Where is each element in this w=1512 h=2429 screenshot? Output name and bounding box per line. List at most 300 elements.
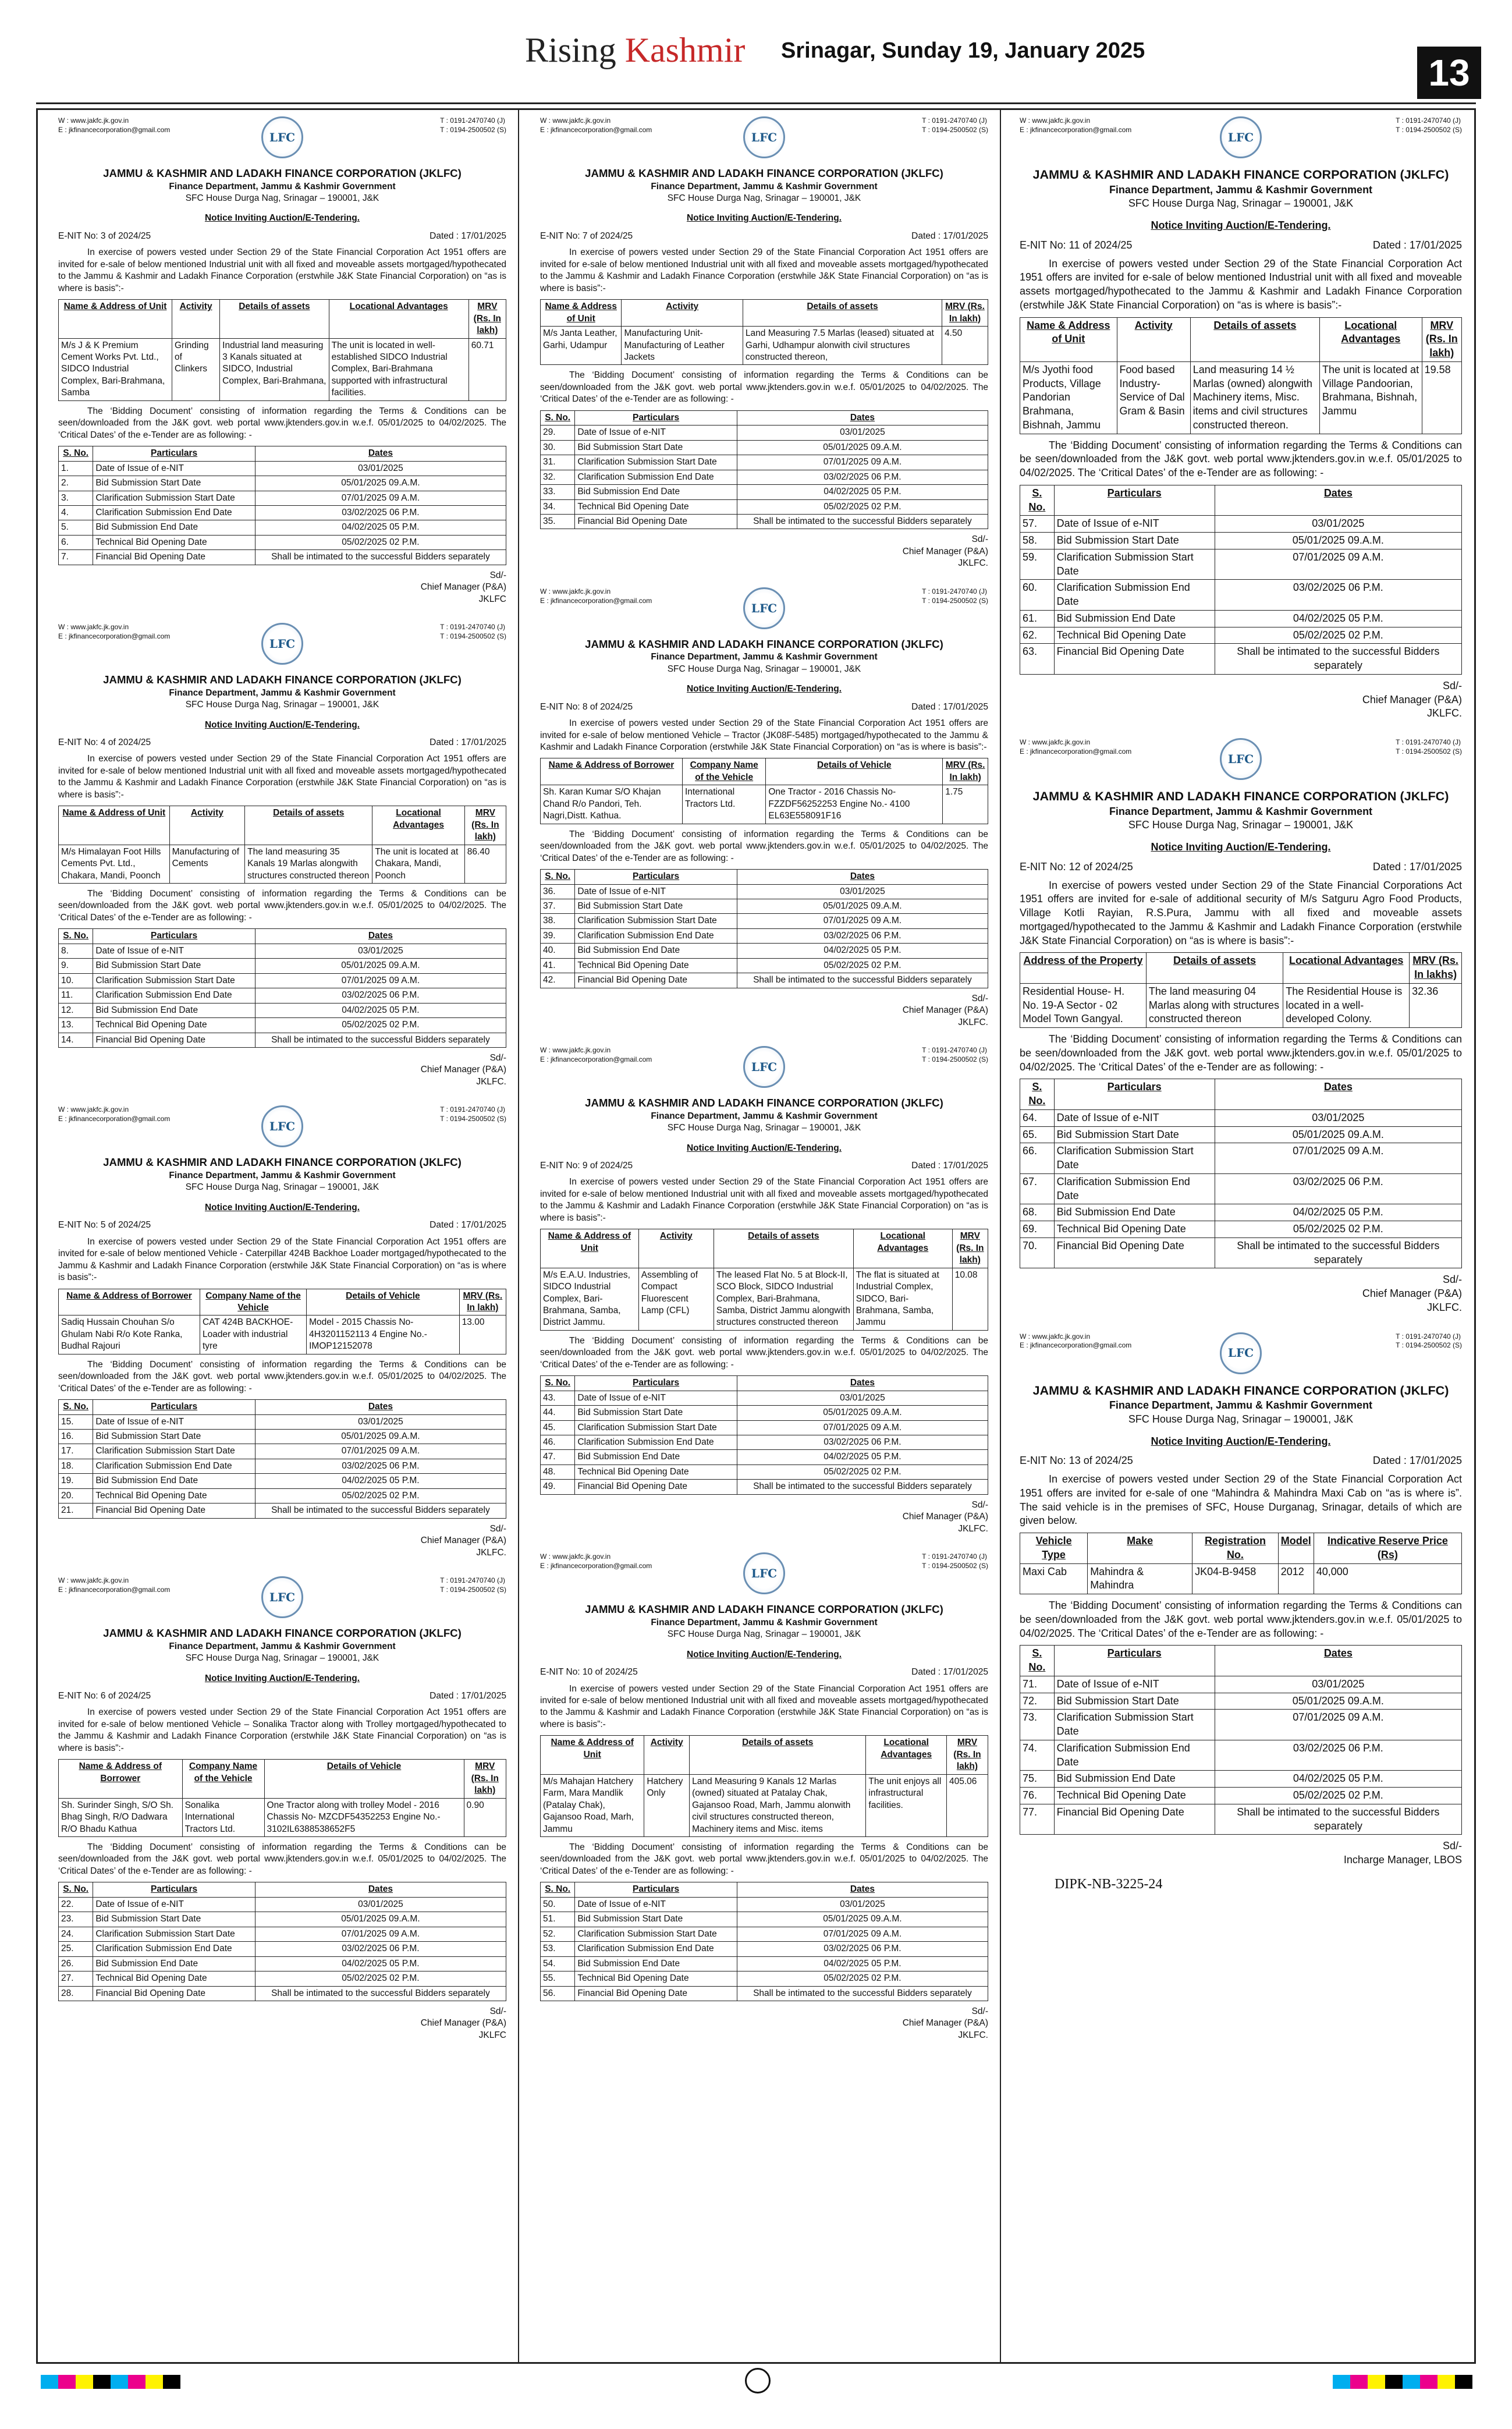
- dates-value: Shall be intimated to the successful Bidders separately: [255, 1504, 506, 1518]
- notice-block: [58, 1576, 506, 2041]
- dates-particular: Clarification Submission End Date: [1054, 580, 1215, 611]
- signature-title: Chief Manager (P&A): [420, 1065, 506, 1075]
- dates-sno: 77.: [1020, 1804, 1055, 1835]
- bidding-text: The ‘Bidding Document’ consisting of information regarding the Terms & Conditions can be seen/downloaded from the J&K govt. web portal www.jktenders.gov.in w.e.f. 05/01/2025 to 04/02/2025. The ‘Critical Dates’ of the e-Tender are as following: -: [58, 406, 506, 440]
- nit-dated: Dated : 17/01/2025: [430, 737, 506, 748]
- assets-row: [1020, 1563, 1462, 1594]
- dates-row: [1020, 1143, 1462, 1174]
- dates-header-row: [59, 929, 506, 944]
- jklfc-logo-icon: LFC: [1220, 738, 1262, 780]
- dates-row: [541, 1956, 988, 1971]
- contact-web-email: [1020, 1332, 1131, 1351]
- jklfc-logo-icon: LFC: [261, 1105, 303, 1147]
- dates-particular: Clarification Submission End Date: [93, 1942, 255, 1956]
- notice-block: [1020, 1332, 1462, 1894]
- dates-particular: Clarification Submission End Date: [575, 470, 737, 484]
- dates-value: Shall be intimated to the successful Bidders separately: [255, 1033, 506, 1047]
- dates-row: [59, 535, 506, 549]
- dates-value: 05/01/2025 09.A.M.: [1215, 533, 1461, 549]
- column-left: [58, 116, 506, 2059]
- signature-sd: Sd/-: [971, 1499, 988, 1510]
- dept-name: Finance Department, Jammu & Kashmir Government: [651, 181, 878, 192]
- contact-web-email: [540, 116, 652, 135]
- phone-srinagar: T : 0194-2500502 (S): [440, 632, 506, 640]
- dates-particular: Bid Submission End Date: [93, 1956, 255, 1971]
- dates-particular: Bid Submission End Date: [93, 1474, 255, 1488]
- dates-row: [541, 455, 988, 470]
- dates-particular: Date of Issue of e-NIT: [93, 461, 255, 476]
- website: W : www.jakfc.jk.gov.in: [58, 623, 129, 632]
- dates-particular: Date of Issue of e-NIT: [575, 884, 737, 899]
- dates-particular: Bid Submission Start Date: [1054, 1693, 1215, 1710]
- notice-block: [58, 116, 506, 605]
- dates-particular: Clarification Submission Start Date: [1054, 1710, 1215, 1740]
- org-name: JAMMU & KASHMIR AND LADAKH FINANCE CORPORATION (JKLFC): [1032, 789, 1449, 803]
- dates-sno: 37.: [541, 899, 575, 914]
- dates-particular: Clarification Submission End Date: [1054, 1173, 1215, 1204]
- assets-header-cell: Vehicle Type: [1020, 1533, 1088, 1564]
- assets-header-cell: Details of Vehicle: [307, 1289, 460, 1315]
- dates-sno: 24.: [59, 1927, 93, 1941]
- contact-web-email: [58, 623, 170, 641]
- dates-sno: 19.: [59, 1474, 93, 1488]
- notice-block: [540, 1552, 988, 2041]
- nit-dated: Dated : 17/01/2025: [911, 1667, 988, 1678]
- contact-web-email: [58, 1576, 170, 1595]
- org-name: JAMMU & KASHMIR AND LADAKH FINANCE CORPORATION (JKLFC): [1032, 167, 1449, 182]
- notice-title: Notice Inviting Auction/E-Tendering.: [1151, 219, 1331, 231]
- dates-value: 03/01/2025: [737, 884, 988, 899]
- dates-particular: Date of Issue of e-NIT: [575, 1391, 737, 1405]
- assets-header-cell: Details of assets: [714, 1229, 853, 1268]
- dates-value: Shall be intimated to the successful Bidders separately: [737, 1986, 988, 2001]
- dates-value: 05/02/2025 02 P.M.: [737, 958, 988, 973]
- nit-line: [540, 1666, 988, 1678]
- org-address: SFC House Durga Nag, Srinagar – 190001, J&K: [667, 193, 861, 203]
- column-right: [1020, 116, 1462, 1911]
- assets-table: [1020, 317, 1462, 434]
- dates-value: 03/01/2025: [255, 944, 506, 958]
- dates-value: 03/02/2025 06 P.M.: [1215, 1740, 1461, 1771]
- assets-header-cell: Name & Address of Borrower: [59, 1289, 200, 1315]
- dates-header-cell: Dates: [1215, 1646, 1461, 1676]
- dates-sno: 62.: [1020, 627, 1055, 644]
- dept-name: Finance Department, Jammu & Kashmir Government: [169, 1170, 396, 1180]
- website: W : www.jakfc.jk.gov.in: [58, 1576, 129, 1585]
- dates-sno: 38.: [541, 914, 575, 928]
- contact-web-email: [540, 1552, 652, 1571]
- email: E : jkfinancecorporation@gmail.com: [540, 125, 652, 134]
- signature-title: Chief Manager (P&A): [902, 1005, 988, 1016]
- nit-line: [58, 1690, 506, 1702]
- nit-line: [58, 737, 506, 749]
- phone-srinagar: T : 0194-2500502 (S): [922, 1562, 988, 1570]
- assets-cell: One Tractor along with trolley Model - 2016 Chassis No- MZCDF54352253 Engine No.- 3102IL6388538652F5: [264, 1798, 464, 1836]
- dates-value: Shall be intimated to the successful Bidders separately: [737, 1480, 988, 1494]
- dates-row: [59, 1927, 506, 1941]
- notice-block: [540, 587, 988, 1029]
- assets-header-cell: Details of Vehicle: [264, 1760, 464, 1798]
- signature-org: JKLFC.: [958, 1017, 988, 1027]
- org-name: JAMMU & KASHMIR AND LADAKH FINANCE CORPORATION (JKLFC): [585, 637, 943, 650]
- assets-row: [541, 785, 988, 824]
- jklfc-logo-icon: LFC: [261, 1576, 303, 1618]
- dates-particular: Clarification Submission End Date: [1054, 1740, 1215, 1771]
- nit-number: E-NIT No: 3 of 2024/25: [58, 231, 151, 241]
- dates-header-cell: S. No.: [1020, 1079, 1055, 1110]
- phone-srinagar: T : 0194-2500502 (S): [922, 125, 988, 134]
- signature-org: JKLFC.: [476, 1547, 506, 1558]
- dates-particular: Clarification Submission End Date: [93, 1459, 255, 1473]
- signature-sd: Sd/-: [489, 2006, 506, 2016]
- email: E : jkfinancecorporation@gmail.com: [58, 125, 171, 134]
- dates-sno: 32.: [541, 470, 575, 484]
- dates-value: Shall be intimated to the successful Bidders separately: [737, 514, 988, 529]
- dates-row: [541, 914, 988, 928]
- dates-value: 04/02/2025 05 P.M.: [1215, 1771, 1461, 1788]
- color-registration-bar: [1333, 2375, 1472, 2389]
- nit-number: E-NIT No: 8 of 2024/25: [540, 701, 633, 712]
- signature-org: JKLFC.: [476, 1076, 506, 1087]
- dates-particular: Technical Bid Opening Date: [93, 1971, 255, 1986]
- dates-header-cell: Dates: [737, 1882, 988, 1897]
- dates-row: [59, 973, 506, 988]
- dates-row: [59, 1474, 506, 1488]
- jklfc-logo-icon: LFC: [261, 116, 303, 158]
- dates-row: [59, 988, 506, 1003]
- dates-value: 04/02/2025 05 P.M.: [1215, 1204, 1461, 1221]
- website: W : www.jakfc.jk.gov.in: [540, 1552, 611, 1561]
- email: E : jkfinancecorporation@gmail.com: [58, 632, 171, 640]
- dates-value: 05/01/2025 09.A.M.: [1215, 1693, 1461, 1710]
- dates-sno: 15.: [59, 1414, 93, 1429]
- signature-org: JKLFC.: [958, 1523, 988, 1534]
- assets-header-cell: Locational Advantages: [329, 300, 468, 338]
- dates-sno: 35.: [541, 514, 575, 529]
- critical-dates-table: [58, 1399, 506, 1519]
- nit-number: E-NIT No: 9 of 2024/25: [540, 1160, 633, 1171]
- signature-title: Chief Manager (P&A): [902, 1512, 988, 1522]
- assets-header-row: [541, 300, 988, 327]
- signature-title: Chief Manager (P&A): [420, 2018, 506, 2029]
- dates-sno: 16.: [59, 1430, 93, 1444]
- dates-particular: Clarification Submission Start Date: [575, 1420, 737, 1435]
- dates-row: [541, 1986, 988, 2001]
- phone-jammu: T : 0191-2470740 (J): [922, 116, 987, 125]
- dates-value: 05/02/2025 02 P.M.: [255, 1018, 506, 1033]
- signature-sd: Sd/-: [489, 1052, 506, 1063]
- dates-sno: 21.: [59, 1504, 93, 1518]
- intro-text: In exercise of powers vested under Section 29 of the State Financial Corporation Act 1951 offers are invited for e-sale of below mentioned Vehicle - Caterpillar 424B Backhoe Loader mortgaged/hypothecated to the Jammu & Kashmir and Ladakh Finance Corporation (erstwhile J&K State Financial Corporation) on “as is where is basis”:-: [58, 1236, 506, 1283]
- assets-cell: 86.40: [464, 845, 506, 883]
- phone-srinagar: T : 0194-2500502 (S): [922, 596, 988, 605]
- dates-particular: Date of Issue of e-NIT: [1054, 1676, 1215, 1693]
- contact-web-email: [1020, 738, 1131, 757]
- dates-sno: 74.: [1020, 1740, 1055, 1771]
- assets-row: [1020, 983, 1462, 1027]
- notice-block: [540, 116, 988, 570]
- dates-sno: 27.: [59, 1971, 93, 1986]
- assets-cell: JK04-B-9458: [1192, 1563, 1279, 1594]
- notice-title: Notice Inviting Auction/E-Tendering.: [204, 213, 360, 224]
- dates-sno: 31.: [541, 455, 575, 470]
- nit-number: E-NIT No: 4 of 2024/25: [58, 737, 151, 748]
- assets-row: [59, 1798, 506, 1836]
- signature-org: JKLFC.: [958, 558, 988, 569]
- dates-row: [541, 514, 988, 529]
- org-address: SFC House Durga Nag, Srinagar – 190001, J&K: [185, 193, 379, 203]
- assets-cell: The unit enjoys all infrastructural facilities.: [866, 1774, 947, 1836]
- dates-header-row: [59, 1400, 506, 1414]
- assets-header-cell: Activity: [1117, 317, 1190, 361]
- dept-name: Finance Department, Jammu & Kashmir Government: [651, 1111, 878, 1121]
- dates-row: [1020, 580, 1462, 611]
- dates-sno: 30.: [541, 440, 575, 455]
- dates-value: 04/02/2025 05 P.M.: [737, 485, 988, 499]
- dates-sno: 60.: [1020, 580, 1055, 611]
- assets-row: [59, 338, 506, 400]
- dates-particular: Bid Submission Start Date: [93, 959, 255, 973]
- signature-title: Chief Manager (P&A): [902, 2018, 988, 2029]
- dates-row: [1020, 1204, 1462, 1221]
- dates-row: [1020, 1173, 1462, 1204]
- assets-cell: The leased Flat No. 5 at Block-II, SCO Block, SIDCO Industrial Complex, Bari-Brahmana, Samba, District Jammu alongwith structures constructed thereon: [714, 1268, 853, 1330]
- dates-value: 03/02/2025 06 P.M.: [737, 928, 988, 943]
- dates-value: 03/02/2025 06 P.M.: [1215, 580, 1461, 611]
- contact-phones: [1396, 116, 1462, 135]
- dates-value: 03/01/2025: [1215, 516, 1461, 533]
- signature-block: [1020, 679, 1462, 721]
- assets-header-cell: Name & Address of Unit: [541, 1736, 644, 1774]
- org-name: JAMMU & KASHMIR AND LADAKH FINANCE CORPORATION (JKLFC): [103, 167, 462, 179]
- dates-header-cell: Dates: [737, 1376, 988, 1391]
- dates-particular: Bid Submission Start Date: [93, 1912, 255, 1927]
- phone-jammu: T : 0191-2470740 (J): [1396, 738, 1461, 746]
- dates-row: [59, 1444, 506, 1459]
- assets-header-cell: Model: [1278, 1533, 1314, 1564]
- dates-value: 05/02/2025 02 P.M.: [1215, 1221, 1461, 1238]
- dates-particular: Technical Bid Opening Date: [575, 1465, 737, 1479]
- dates-row: [541, 899, 988, 914]
- dates-sno: 68.: [1020, 1204, 1055, 1221]
- signature-org: JKLFC.: [1426, 1301, 1462, 1313]
- contact-phones: [922, 1552, 988, 1571]
- dates-row: [1020, 1788, 1462, 1804]
- signature-sd: Sd/-: [489, 1523, 506, 1534]
- assets-cell: Maxi Cab: [1020, 1563, 1088, 1594]
- dates-sno: 47.: [541, 1450, 575, 1465]
- dates-sno: 53.: [541, 1942, 575, 1956]
- dates-particular: Technical Bid Opening Date: [1054, 1788, 1215, 1804]
- dates-header-row: [541, 410, 988, 425]
- org-address: SFC House Durga Nag, Srinagar – 190001, J&K: [667, 1123, 861, 1133]
- dates-particular: Bid Submission End Date: [575, 1956, 737, 1971]
- jklfc-logo-icon: LFC: [743, 587, 785, 629]
- assets-header-cell: Details of assets: [743, 300, 942, 327]
- dates-sno: 43.: [541, 1391, 575, 1405]
- dates-header-row: [1020, 485, 1462, 516]
- assets-row: [541, 327, 988, 365]
- website: W : www.jakfc.jk.gov.in: [58, 116, 129, 125]
- notice-title: Notice Inviting Auction/E-Tendering.: [686, 213, 842, 224]
- assets-header-cell: Details of assets: [220, 300, 329, 338]
- dates-value: Shall be intimated to the successful Bidders separately: [1215, 644, 1461, 675]
- assets-table: [1020, 952, 1462, 1028]
- dates-row: [541, 1897, 988, 1912]
- contact-phones: [1396, 1332, 1462, 1351]
- dates-sno: 61.: [1020, 610, 1055, 627]
- dates-row: [1020, 533, 1462, 549]
- dates-sno: 3.: [59, 491, 93, 505]
- intro-text: In exercise of powers vested under Section 29 of the State Financial Corporation Act 1951 offers are invited for e-sale of below mentioned Industrial unit with all fixed and moveable assets mortgaged/hypothecated to the Jammu & Kashmir and Ladakh Finance Corporation (erstwhile J&K State Financial Corporation) on “as is where is basis”:-: [540, 247, 988, 293]
- dates-header-cell: Particulars: [1054, 1079, 1215, 1110]
- assets-cell: 405.06: [946, 1774, 988, 1836]
- dates-value: 03/01/2025: [1215, 1676, 1461, 1693]
- intro-text: In exercise of powers vested under Section 29 of the State Financial Corporation Act 1951 offers are invited for e-sale of below mentioned Industrial unit with all fixed and moveable assets mortgaged/hypothecated to the Jammu & Kashmir and Ladakh Finance Corporation (erstwhile J&K State Financial Corporation) on “as is where is basis”:-: [1020, 257, 1462, 311]
- dept-name: Finance Department, Jammu & Kashmir Government: [651, 652, 878, 662]
- dates-value: 03/02/2025 06 P.M.: [737, 1942, 988, 1956]
- dates-row: [1020, 1740, 1462, 1771]
- dates-row: [1020, 1126, 1462, 1143]
- dept-name: Finance Department, Jammu & Kashmir Government: [169, 687, 396, 698]
- dates-row: [59, 1956, 506, 1971]
- dates-row: [1020, 1710, 1462, 1740]
- jklfc-logo-icon: LFC: [1220, 1332, 1262, 1374]
- nit-line: [540, 231, 988, 242]
- dates-sno: 5.: [59, 520, 93, 535]
- email: E : jkfinancecorporation@gmail.com: [1020, 1341, 1132, 1350]
- phone-jammu: T : 0191-2470740 (J): [440, 1576, 505, 1585]
- notice-title: Notice Inviting Auction/E-Tendering.: [204, 1673, 360, 1683]
- assets-header-cell: Name & Address of Unit: [59, 300, 172, 338]
- dates-sno: 33.: [541, 485, 575, 499]
- dates-value: Shall be intimated to the successful Bidders separately: [255, 1986, 506, 2001]
- dates-header-cell: Dates: [255, 1882, 506, 1897]
- dept-name: Finance Department, Jammu & Kashmir Government: [169, 181, 396, 192]
- notice-title: Notice Inviting Auction/E-Tendering.: [204, 719, 360, 730]
- dates-particular: Technical Bid Opening Date: [575, 1971, 737, 1986]
- dates-sno: 23.: [59, 1912, 93, 1927]
- dates-value: 05/02/2025 02 P.M.: [255, 1488, 506, 1503]
- intro-text: In exercise of powers vested under Section 29 of the State Financial Corporation Act 1951 offers are invited for e-sale of below mentioned Industrial unit with all fixed and moveable assets mortgaged/hypothecated to the Jammu & Kashmir and Ladakh Finance Corporation (erstwhile J&K State Financial Corporation) on “as is where is basis”:-: [58, 247, 506, 293]
- email: E : jkfinancecorporation@gmail.com: [58, 1585, 171, 1594]
- nit-number: E-NIT No: 10 of 2024/25: [540, 1667, 638, 1678]
- assets-header-cell: Locational Advantages: [866, 1736, 947, 1774]
- dates-sno: 39.: [541, 928, 575, 943]
- org-name: JAMMU & KASHMIR AND LADAKH FINANCE CORPORATION (JKLFC): [585, 167, 943, 179]
- dates-sno: 73.: [1020, 1710, 1055, 1740]
- notice-contact: [58, 1105, 506, 1152]
- signature-block: [1020, 1839, 1462, 1867]
- nit-dated: Dated : 17/01/2025: [911, 231, 988, 241]
- jklfc-logo-icon: LFC: [743, 116, 785, 158]
- intro-text: In exercise of powers vested under Section 29 of the State Financial Corporation Act 1951 offers are invited for e-sale of below mentioned Vehicle – Tractor (JK08F-5485) mortgaged/hypothecated to the Jammu & Kashmir and Ladakh Finance Corporation (erstwhile J&K State Financial Corporation) on “as is where is basis”:-: [540, 718, 988, 753]
- notice-title: Notice Inviting Auction/E-Tendering.: [204, 1202, 360, 1212]
- contact-web-email: [1020, 116, 1131, 135]
- org-name: JAMMU & KASHMIR AND LADAKH FINANCE CORPORATION (JKLFC): [585, 1097, 943, 1109]
- assets-header-cell: Locational Advantages: [1319, 317, 1422, 361]
- notice-contact: [58, 623, 506, 669]
- assets-header-row: [541, 1229, 988, 1268]
- assets-header-cell: MRV (Rs. In lakh): [468, 300, 506, 338]
- dates-particular: Bid Submission End Date: [93, 1003, 255, 1017]
- bidding-text: The ‘Bidding Document’ consisting of information regarding the Terms & Conditions can be seen/downloaded from the J&K govt. web portal www.jktenders.gov.in w.e.f. 05/01/2025 to 04/02/2025. The ‘Critical Dates’ of the e-Tender are as following: -: [58, 1842, 506, 1876]
- dates-value: 05/01/2025 09.A.M.: [737, 1406, 988, 1420]
- dates-row: [541, 1450, 988, 1465]
- assets-header-row: [59, 1289, 506, 1315]
- signature-sd: Sd/-: [971, 534, 988, 545]
- dates-row: [541, 1435, 988, 1450]
- signature-title: Chief Manager (P&A): [420, 582, 506, 593]
- dates-value: Shall be intimated to the successful Bidders separately: [255, 550, 506, 565]
- dates-particular: Date of Issue of e-NIT: [93, 944, 255, 958]
- assets-row: [59, 1315, 506, 1354]
- dates-row: [59, 1003, 506, 1017]
- assets-cell: Land Measuring 9 Kanals 12 Marlas (owned) situated at Patalay Chak, Gajansoo Road, Marh, Jammu alonwith civil structures constructed thereon, Machinery items and Misc. items: [690, 1774, 866, 1836]
- dates-sno: 50.: [541, 1897, 575, 1912]
- dates-header-cell: S. No.: [59, 1882, 93, 1897]
- assets-cell: 32.36: [1410, 983, 1462, 1027]
- nit-dated: Dated : 17/01/2025: [911, 1160, 988, 1171]
- assets-cell: The land measuring 35 Kanals 19 Marlas alongwith structures constructed thereon: [245, 845, 372, 883]
- assets-cell: M/s Mahajan Hatchery Farm, Mara Mandlik (Patalay Chak), Gajansoo Road, Marh, Jammu: [541, 1774, 644, 1836]
- assets-cell: Sonalika International Tractors Ltd.: [182, 1798, 264, 1836]
- phone-srinagar: T : 0194-2500502 (S): [922, 1055, 988, 1063]
- nit-dated: Dated : 17/01/2025: [911, 701, 988, 712]
- dates-header-cell: Dates: [737, 870, 988, 884]
- assets-row: [541, 1268, 988, 1330]
- dates-value: 05/02/2025 02 P.M.: [255, 535, 506, 549]
- notice-title: Notice Inviting Auction/E-Tendering.: [1151, 1435, 1331, 1447]
- assets-header-cell: Locational Advantages: [853, 1229, 952, 1268]
- phone-srinagar: T : 0194-2500502 (S): [440, 1115, 506, 1123]
- dates-row: [1020, 1221, 1462, 1238]
- dates-header-cell: Dates: [255, 446, 506, 461]
- signature-org: JKLFC.: [1426, 707, 1462, 719]
- dates-row: [59, 1897, 506, 1912]
- dates-sno: 58.: [1020, 533, 1055, 549]
- dates-sno: 9.: [59, 959, 93, 973]
- dates-sno: 6.: [59, 535, 93, 549]
- assets-header-cell: Details of Vehicle: [766, 758, 943, 785]
- dates-value: 05/01/2025 09.A.M.: [255, 476, 506, 491]
- assets-header-cell: MRV (Rs. In lakh): [952, 1229, 988, 1268]
- dates-particular: Technical Bid Opening Date: [575, 958, 737, 973]
- dates-value: 07/01/2025 09 A.M.: [1215, 1143, 1461, 1174]
- phone-jammu: T : 0191-2470740 (J): [440, 1105, 505, 1114]
- dates-value: 07/01/2025 09 A.M.: [255, 1927, 506, 1941]
- critical-dates-table: [1020, 1079, 1462, 1268]
- dates-value: 07/01/2025 09 A.M.: [255, 491, 506, 505]
- dates-header-cell: Dates: [255, 929, 506, 944]
- email: E : jkfinancecorporation@gmail.com: [540, 1562, 652, 1570]
- dates-particular: Clarification Submission End Date: [575, 928, 737, 943]
- signature-sd: Sd/-: [1442, 1840, 1462, 1852]
- dates-value: 07/01/2025 09 A.M.: [255, 1444, 506, 1459]
- signature-sd: Sd/-: [489, 570, 506, 580]
- assets-header-cell: Address of the Property: [1020, 953, 1147, 984]
- dates-value: 07/01/2025 09 A.M.: [1215, 549, 1461, 580]
- dates-header-row: [1020, 1646, 1462, 1676]
- dates-header-cell: Particulars: [93, 1882, 255, 1897]
- critical-dates-table: [1020, 1645, 1462, 1835]
- dates-header-cell: Particulars: [575, 1376, 737, 1391]
- assets-cell: The unit is located in well-established SIDCO Industrial Complex, Bari-Brahmana supported with infrastructural facilities.: [329, 338, 468, 400]
- dates-row: [541, 1420, 988, 1435]
- website: W : www.jakfc.jk.gov.in: [1020, 116, 1091, 125]
- notice-title: Notice Inviting Auction/E-Tendering.: [686, 1649, 842, 1659]
- org-address: SFC House Durga Nag, Srinagar – 190001, J&K: [1128, 819, 1354, 831]
